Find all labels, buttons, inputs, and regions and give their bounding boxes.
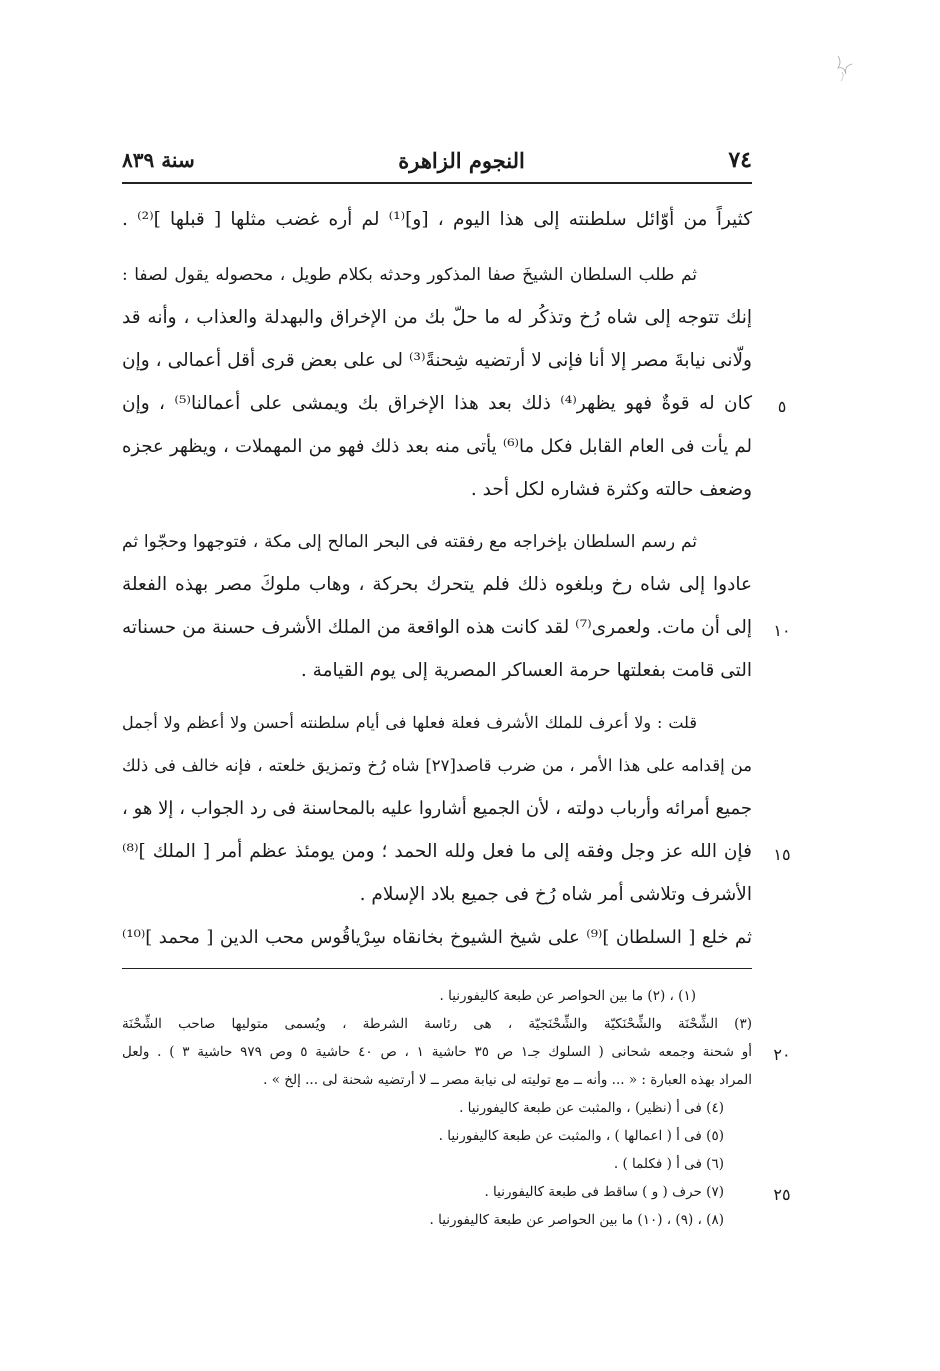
body-line: كان له قوةٌ فهو يظهر⁽⁴⁾ ذلك بعد هذا الإخراق بك ويمشى على أعمالنا⁽⁵⁾ ، وإن <box>122 393 753 414</box>
header-year: سنة ٨٣٩ <box>122 148 195 172</box>
body-line: ثم رسم السلطان بإخراجه مع رفقته فى البحر المالح إلى مكة ، فتوجهوا وحجّوا ثم <box>122 532 697 552</box>
margin-line-number: ٢٠ <box>773 1045 791 1064</box>
margin-line-number: ٢٥ <box>773 1185 791 1204</box>
body-line: عادوا إلى شاه رخ وبلغوه ذلك فلم يتحرك بحركة ، وهاب ملوكَ مصر بهذه الفعلة <box>122 574 752 595</box>
header-title: النجوم الزاهرة <box>398 147 525 173</box>
body-line: قلت : ولا أعرف للملك الأشرف فعلة فعلها فى أيام سلطنته أحسن ولا أعظم ولا أجمل <box>122 713 697 732</box>
footnote: (٧) حرف ( و ) ساقط فى طبعة كاليفورنيا . <box>484 1184 724 1200</box>
body-line: ثم خلع [ السلطان ]⁽⁹⁾ على شيخ الشيوخ بخانقاه سِرْياقُوس محب الدين [ محمد ]⁽¹⁰⁾ <box>122 927 752 948</box>
body-line: إنك تتوجه إلى شاه رُخ وتذكُر له ما حلّ بك من الإخراق والبهدلة والعذاب ، وأنه قد <box>122 307 752 328</box>
body-line: لم يأت فى العام القابل فكل ما⁽⁶⁾ يأتى منه بعد ذلك فهو من المهملات ، ويظهر عجزه <box>122 436 752 457</box>
page-header <box>122 140 752 180</box>
body-line: ولّانى نيابةَ مصر إلا أنا فإنى لا أرتضيه شِحنةً⁽³⁾ لى على بعض قرى أقل أعمالى ، وإن <box>122 350 752 371</box>
body-line: كثيراً من أوّائل سلطنته إلى هذا اليوم ، [و]⁽¹⁾ لم أره غضب مثلها [ قبلها ]⁽²⁾ . <box>122 209 753 230</box>
body-line: فإن الله عز وجل وفقه إلى ما فعل ولله الحمد ؛ ومن يومئذ عظم أمر [ الملك ]⁽⁸⁾ <box>122 841 752 862</box>
footnote: (٥) فى أ ( اعمالها ) ، والمثبت عن طبعة كاليفورنيا . <box>438 1128 724 1144</box>
footnote: أو شحنة وجمعه شحانى ( السلوك جـ١ ص ٣٥ حاشية ١ ، ص ٤٠ حاشية ٥ وص ٩٧٩ حاشية ٣ ) . ولعل <box>122 1044 753 1060</box>
footnote: (٨) ، (٩) ، (١٠) ما بين الحواصر عن طبعة كاليفورنيا . <box>429 1212 724 1228</box>
body-line: من إقدامه على هذا الأمر ، من ضرب قاصد[٢٧] شاه رُخ وتمزيق خلعته ، فإنه خالف فى ذلك <box>122 756 752 775</box>
footnote: (٤) فى أ (نظير) ، والمثبت عن طبعة كاليفورنيا . <box>459 1100 724 1116</box>
footnote: (٣) الشِّحْنَة والشِّحْنَكيّة والشِّحْنَجيّة ، هى رئاسة الشرطة ، ويُسمى متوليها صاحب الشِّحْنَة <box>122 1016 752 1032</box>
body-line: جميع أمرائه وأرباب دولته ، لأن الجميع أشاروا عليه بالمحاسنة فى رد الجواب ، إلا هو ، <box>122 798 752 819</box>
footnote-rule <box>122 968 752 969</box>
header-page-number: ٧٤ <box>728 147 752 173</box>
body-line: وضعف حالته وكثرة فشاره لكل أحد . <box>470 479 752 500</box>
footnote: (١) ، (٢) ما بين الحواصر عن طبعة كاليفورنيا . <box>439 988 696 1004</box>
body-line: التى قامت بفعلتها حرمة العساكر المصرية إلى يوم القيامة . <box>300 660 752 681</box>
footnote: المراد بهذه العبارة : « ... وأنه ــ مع توليته لى نيابة مصر ــ لا أرتضيه شحنة لى ... إلخ » . <box>263 1072 752 1088</box>
footnote: (٦) فى أ ( فكلما ) . <box>613 1156 724 1172</box>
margin-line-number: ١٥ <box>773 845 791 864</box>
body-line: الأشرف وتلاشى أمر شاه رُخ فى جميع بلاد الإسلام . <box>359 884 752 905</box>
margin-line-number: ٥ <box>777 397 787 416</box>
body-line: ثم طلب السلطان الشيخَ صفا المذكور وحدثه بكلام طويل ، محصوله يقول لصفا : <box>122 265 697 285</box>
margin-line-number: ١٠ <box>773 621 791 640</box>
header-rule <box>122 182 752 184</box>
page-smudge-mark <box>832 52 856 84</box>
body-line: إلى أن مات. ولعمرى⁽⁷⁾ لقد كانت هذه الواقعة من الملك الأشرف حسنة من حسناته <box>122 617 752 638</box>
